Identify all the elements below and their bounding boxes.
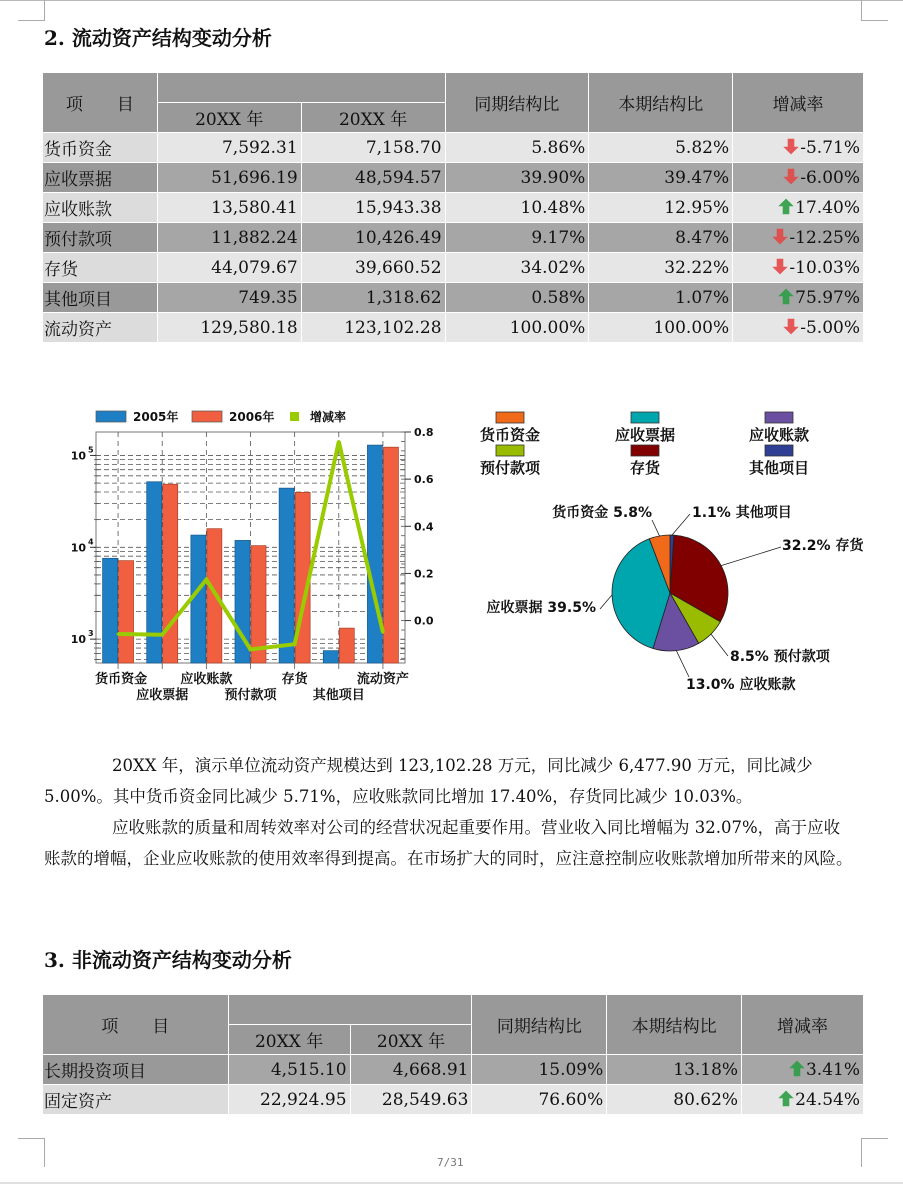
cell-year1: 129,580.18: [157, 313, 301, 343]
line-point: [117, 633, 120, 636]
x-tick-label: 应收票据: [136, 688, 189, 703]
y-right-tick-label: 0.8: [414, 426, 434, 439]
legend-swatch: [192, 411, 222, 422]
arrow-down-icon: [783, 138, 799, 155]
y-right-tick-label: 0.4: [414, 520, 434, 534]
table-body: [43, 133, 864, 343]
bar-2006年-应收票据: [163, 484, 178, 663]
noncurrent-assets-table: [42, 994, 864, 1115]
table-body: [43, 1055, 864, 1115]
corner-mark-top-left: [18, 0, 45, 21]
cell-current-ratio: 100.00%: [589, 313, 733, 343]
header-year1: 20XX 年: [157, 103, 301, 133]
legend-label: 其他项目: [748, 459, 810, 477]
header-year1: 20XX 年: [228, 1025, 350, 1055]
pie-slice-label: 1.1% 其他项目: [692, 505, 792, 521]
cell-year1: 44,079.67: [157, 253, 301, 283]
cell-change: [742, 1055, 864, 1085]
cell-year1: 13,580.41: [157, 193, 301, 223]
change-value: 17.40%: [795, 197, 860, 218]
change-value: -6.00%: [800, 167, 860, 188]
header-current-ratio: 本期结构比: [607, 995, 742, 1055]
change-value: 75.97%: [795, 287, 860, 308]
x-tick-label: 流动资产: [356, 672, 409, 687]
cell-current-ratio: 5.82%: [589, 133, 733, 163]
bar-2005年-存货: [279, 488, 294, 663]
pie-slice-label: 货币资金 5.8%: [552, 505, 652, 521]
corner-mark-bottom-left: [18, 1138, 45, 1167]
table-row: [43, 1085, 864, 1115]
legend-swatch: [631, 412, 659, 423]
cell-change: [733, 133, 864, 163]
cell-change: [733, 193, 864, 223]
header-item: 项 目: [43, 73, 158, 133]
pie-leader-line: [600, 595, 612, 609]
legend-swatch: [765, 445, 793, 456]
cell-change: [733, 163, 864, 193]
bar-2006年-货币资金: [119, 561, 134, 663]
cell-item: 预付款项: [43, 223, 158, 253]
pie-leader-line: [711, 634, 728, 656]
cell-prior-ratio: 15.09%: [472, 1055, 607, 1085]
arrow-down-icon: [783, 318, 799, 335]
cell-item: 其他项目: [43, 283, 158, 313]
header-item: 项 目: [43, 995, 229, 1055]
change-value: -5.71%: [800, 137, 860, 158]
cell-current-ratio: 32.22%: [589, 253, 733, 283]
cell-current-ratio: 80.62%: [607, 1085, 742, 1115]
x-tick-label: 货币资金: [95, 672, 148, 687]
line-point: [293, 643, 296, 646]
pie-leader-line: [652, 520, 660, 536]
y-left-tick-label: 10: [70, 449, 86, 463]
pie-slice-label: 应收票据 39.5%: [486, 600, 596, 616]
cell-prior-ratio: 5.86%: [445, 133, 589, 163]
legend-swatch: [765, 412, 793, 423]
cell-current-ratio: 39.47%: [589, 163, 733, 193]
analysis-paragraph-2: 应收账款的质量和周转效率对公司的经营状况起重要作用。营业收入同比增幅为 32.07%，高于应收账款的增幅，企业应收账款的使用效率得到提高。在市场扩大的同时，应注意控制应收账款增加所带来的风险。: [44, 818, 853, 868]
pie-leader-line: [676, 651, 689, 677]
x-tick-label: 预付款项: [224, 688, 277, 703]
legend-swatch: [631, 445, 659, 456]
legend-label: 预付款项: [479, 459, 541, 477]
cell-year2: 1,318.62: [301, 283, 445, 313]
cell-prior-ratio: 39.90%: [445, 163, 589, 193]
header-change: 增减率: [742, 995, 864, 1055]
cell-year2: 48,594.57: [301, 163, 445, 193]
change-value: 24.54%: [795, 1089, 860, 1110]
cell-year1: 4,515.10: [228, 1055, 350, 1085]
header-year-group: [228, 995, 472, 1025]
bar-2005年-货币资金: [103, 558, 118, 663]
pie-leader-line: [721, 547, 781, 566]
y-left-tick-label: 10: [70, 541, 86, 555]
legend-swatch: [96, 411, 126, 422]
page-number: 7/31: [437, 1156, 464, 1169]
cell-year2: 7,158.70: [301, 133, 445, 163]
cell-item: 长期投资项目: [43, 1055, 229, 1085]
header-year-group: [157, 73, 445, 103]
y-left-tick-exponent: 4: [88, 537, 94, 547]
analysis-text: [44, 750, 854, 874]
cell-prior-ratio: 10.48%: [445, 193, 589, 223]
cell-current-ratio: 12.95%: [589, 193, 733, 223]
change-value: 3.41%: [805, 1059, 860, 1080]
legend-swatch: [496, 412, 524, 423]
page-bottom-border: [0, 1182, 903, 1184]
cell-item: 应收票据: [43, 163, 158, 193]
legend-label: 应收账款: [748, 426, 810, 444]
pie-slice-label: 13.0% 应收账款: [686, 677, 796, 693]
cell-item: 货币资金: [43, 133, 158, 163]
pie-slice-label: 32.2% 存货: [782, 538, 864, 554]
analysis-paragraph-1: 20XX 年，演示单位流动资产规模达到 123,102.28 万元，同比减少 6,477.90 万元，同比减少 5.00%。其中货币资金同比减少 5.71%，应收账款同比增加 17.40%，存货同比减少 10.03%。: [44, 756, 813, 806]
arrow-up-icon: [778, 1090, 794, 1107]
x-tick-label: 存货: [281, 672, 308, 687]
change-value: -12.25%: [789, 227, 860, 248]
line-point: [337, 440, 340, 443]
cell-year2: 28,549.63: [350, 1085, 472, 1115]
cell-current-ratio: 13.18%: [607, 1055, 742, 1085]
pie-slice-label: 8.5% 预付款项: [730, 649, 830, 665]
legend-label: 货币资金: [479, 426, 541, 444]
cell-change: [733, 283, 864, 313]
cell-change: [733, 313, 864, 343]
arrow-down-icon: [783, 168, 799, 185]
x-tick-label: 其他项目: [312, 688, 365, 703]
arrow-up-icon: [789, 1060, 805, 1077]
cell-item: 应收账款: [43, 193, 158, 223]
arrow-down-icon: [772, 228, 788, 245]
header-current-ratio: 本期结构比: [589, 73, 733, 133]
y-left-tick-exponent: 3: [88, 629, 94, 639]
table-row: [43, 1055, 864, 1085]
y-left-tick-label: 10: [70, 633, 86, 647]
header-year2: 20XX 年: [301, 103, 445, 133]
corner-mark-bottom-right: [861, 1138, 888, 1167]
arrow-up-icon: [778, 288, 794, 305]
cell-change: [733, 223, 864, 253]
table-row: [43, 313, 864, 343]
cell-prior-ratio: 76.60%: [472, 1085, 607, 1115]
line-point: [205, 578, 208, 581]
table-row: [43, 193, 864, 223]
cell-current-ratio: 8.47%: [589, 223, 733, 253]
section-heading-current-assets: 2. 流动资产结构变动分析: [44, 26, 272, 50]
table-row: [43, 283, 864, 313]
arrow-down-icon: [772, 258, 788, 275]
line-point: [249, 648, 252, 651]
x-tick-label: 应收账款: [180, 672, 233, 687]
cell-change: [742, 1085, 864, 1115]
line-point: [161, 633, 164, 636]
cell-change: [733, 253, 864, 283]
pie-leader-line: [672, 514, 690, 535]
bar-line-chart: [56, 402, 436, 707]
section-heading-noncurrent-assets: 3. 非流动资产结构变动分析: [44, 948, 292, 972]
header-prior-ratio: 同期结构比: [472, 995, 607, 1055]
cell-year1: 22,924.95: [228, 1085, 350, 1115]
cell-prior-ratio: 100.00%: [445, 313, 589, 343]
y-right-tick-label: 0.6: [414, 473, 434, 487]
cell-year2: 15,943.38: [301, 193, 445, 223]
cell-item: 流动资产: [43, 313, 158, 343]
cell-year1: 51,696.19: [157, 163, 301, 193]
table-row: [43, 223, 864, 253]
bar-2006年-流动资产: [383, 447, 398, 663]
header-prior-ratio: 同期结构比: [445, 73, 589, 133]
change-value: -10.03%: [789, 257, 860, 278]
arrow-up-icon: [778, 198, 794, 215]
y-right-tick-label: 0.2: [414, 567, 434, 581]
y-left-tick-exponent: 5: [88, 445, 94, 455]
change-value: -5.00%: [800, 317, 860, 338]
cell-current-ratio: 1.07%: [589, 283, 733, 313]
cell-item: 存货: [43, 253, 158, 283]
cell-item: 固定资产: [43, 1085, 229, 1115]
page-top-border: [0, 0, 903, 1]
current-assets-table: [42, 72, 864, 343]
table-row: [43, 133, 864, 163]
bar-2005年-流动资产: [367, 445, 382, 663]
legend-label: 存货: [629, 459, 661, 477]
cell-year2: 4,668.91: [350, 1055, 472, 1085]
corner-mark-top-right: [861, 0, 888, 21]
cell-year1: 11,882.24: [157, 223, 301, 253]
pie-chart: [452, 402, 872, 702]
bar-2005年-其他项目: [323, 651, 338, 663]
bar-2006年-预付款项: [251, 546, 266, 663]
cell-year2: 10,426.49: [301, 223, 445, 253]
cell-year2: 39,660.52: [301, 253, 445, 283]
legend-label: 应收票据: [614, 426, 676, 444]
legend-label: 2006年: [229, 410, 275, 424]
legend-label: 增减率: [310, 410, 347, 424]
cell-year1: 749.35: [157, 283, 301, 313]
cell-year2: 123,102.28: [301, 313, 445, 343]
cell-prior-ratio: 0.58%: [445, 283, 589, 313]
legend-swatch: [290, 412, 299, 421]
cell-prior-ratio: 9.17%: [445, 223, 589, 253]
header-year2: 20XX 年: [350, 1025, 472, 1055]
header-change: 增减率: [733, 73, 864, 133]
cell-prior-ratio: 34.02%: [445, 253, 589, 283]
line-point: [381, 631, 384, 634]
cell-year1: 7,592.31: [157, 133, 301, 163]
y-right-tick-label: 0.0: [414, 614, 434, 628]
table-row: [43, 253, 864, 283]
bar-2006年-其他项目: [339, 628, 354, 663]
table-row: [43, 163, 864, 193]
legend-swatch: [496, 445, 524, 456]
legend-label: 2005年: [133, 410, 179, 424]
